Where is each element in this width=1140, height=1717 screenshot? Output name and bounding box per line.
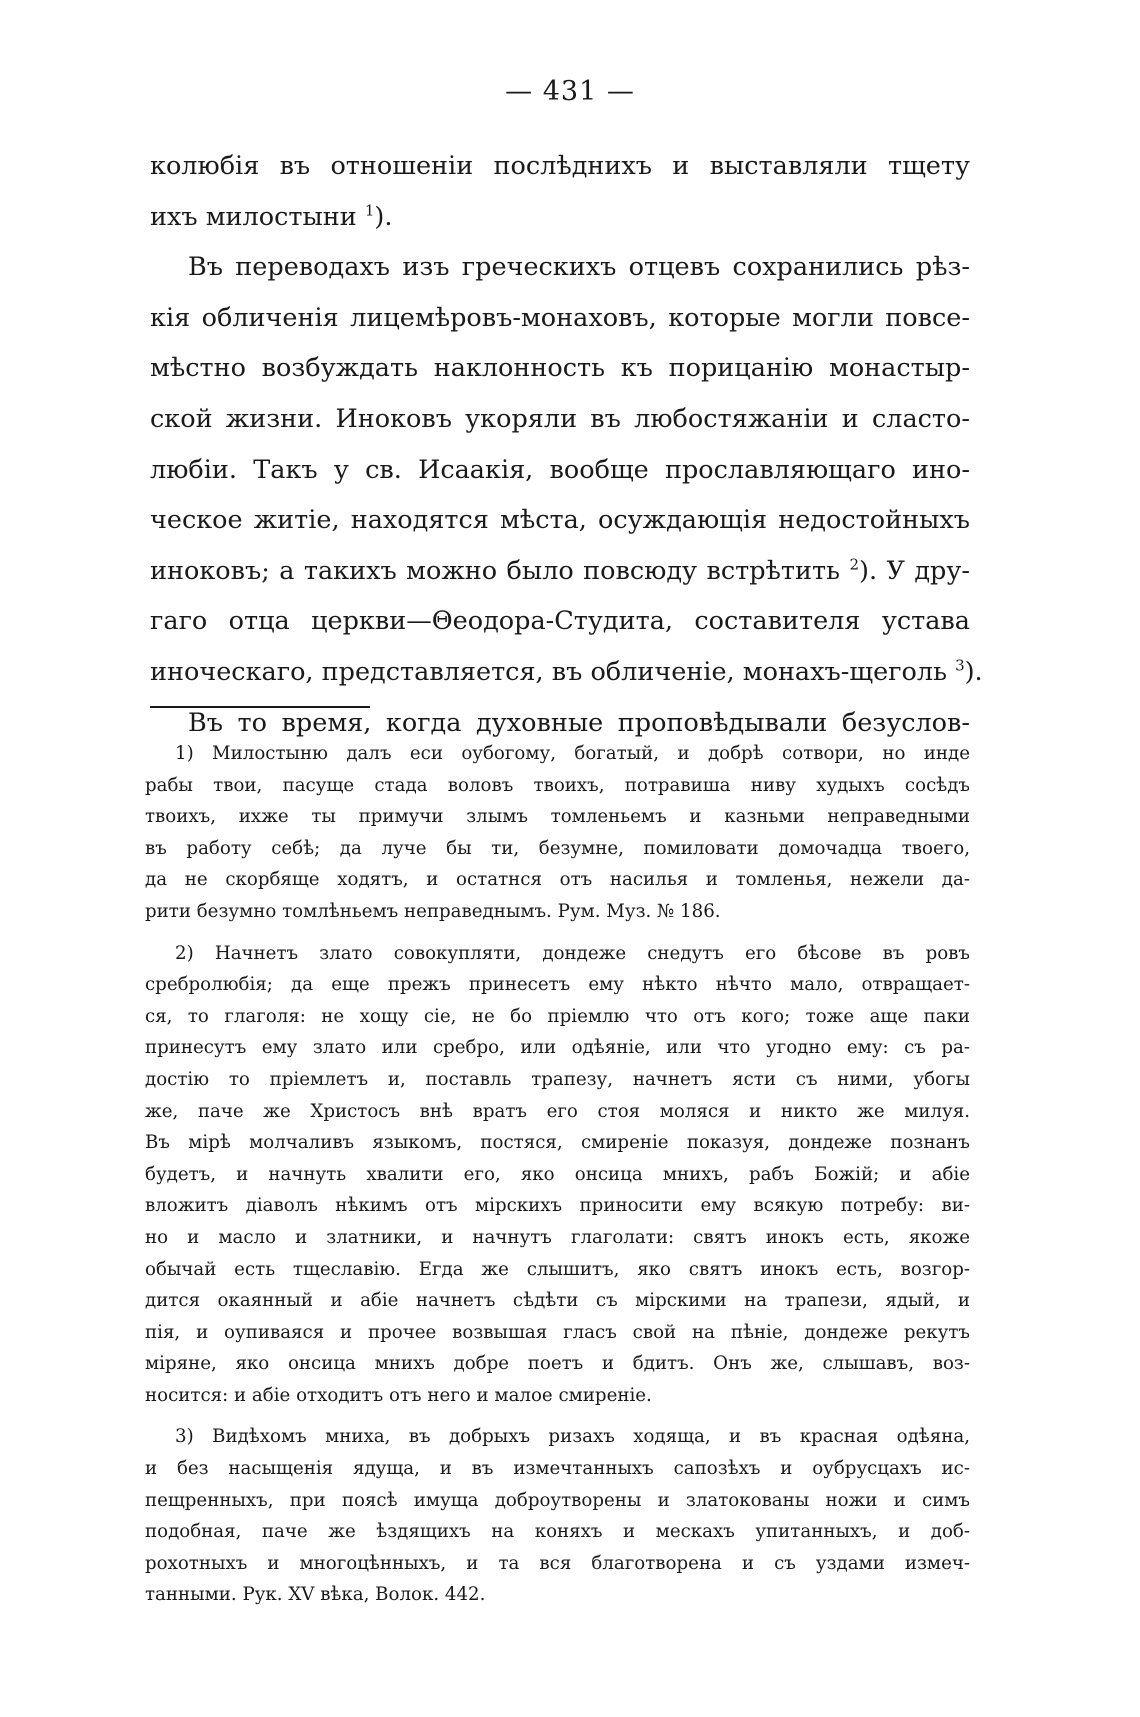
text-line-content: ихъ милостыни xyxy=(150,201,357,232)
footnote-line: сребролюбія; да еще прежъ принесетъ ему нѣкто нѣчто мало, отвращает- xyxy=(145,974,970,996)
footnote-line: но и масло и златники, и начнутъ глаголати: святъ инокъ есть, якоже xyxy=(145,1226,970,1248)
footnote-line-content: Милостыню далъ еси оубогому, богатый, и добрѣ сотвори, но инде xyxy=(212,743,970,764)
footnote-line: рохотныхъ и многоцѣнныхъ, и та вся благотворена и съ уздами измеч- xyxy=(145,1552,970,1574)
footnote-line: носится: и абіе отходитъ отъ него и малое смиреніе. xyxy=(145,1384,652,1406)
footnote-line: міряне, яко онсица мнихъ добре поетъ и бдитъ. Онъ же, слышавъ, воз- xyxy=(145,1353,970,1375)
footnote-line: дится окаянный и абіе начнетъ сѣдѣти съ мірскими на трапези, ядый, и xyxy=(145,1290,970,1312)
text-line: кія обличенія лицемѣровъ-монаховъ, которые могли повсе- xyxy=(150,302,970,333)
text-line: гаго отца церкви—Θеодора-Студита, составителя устава xyxy=(150,606,970,637)
footnote-line: танными. Рук. XV вѣка, Волок. 442. xyxy=(145,1584,486,1606)
footnote-line-content: Видѣхомъ мниха, въ добрыхъ ризахъ ходяща, и въ красная одѣяна, xyxy=(212,1426,970,1448)
footnote-reference: 1 xyxy=(364,201,375,220)
text-line: мѣстно возбуждать наклонность къ порицанію монастыр- xyxy=(150,353,970,384)
footnote-line: твоихъ, ихже ты примучи злымъ томленьемъ и казньми неправедными xyxy=(145,806,970,828)
footnote-marker: 1) xyxy=(175,743,194,764)
footnote-line: вложитъ діаволъ нѣкимъ отъ мірскихъ приносити ему всякую потребу: ви- xyxy=(145,1195,970,1217)
text-line xyxy=(150,546,970,597)
text-line-ending: ). У дру- xyxy=(859,555,970,586)
footnote-line-content: Начнетъ злато совокупляти, дондеже снедутъ его бѣсове въ ровъ xyxy=(214,942,970,964)
footnote-line: подобная, паче же ѣздящихъ на коняхъ и мескахъ упитанныхъ, и доб- xyxy=(145,1521,970,1543)
footnote-marker: 3) xyxy=(175,1426,194,1448)
text-line-ending: ). xyxy=(964,656,983,687)
footnote-line xyxy=(145,1421,970,1453)
footnote-line: рити безумно томлѣньемъ неправеднымъ. Рум. Муз. № 186. xyxy=(145,900,721,922)
footnote-line: пія, и оупиваяся и прочее возвышая гласъ свой на пѣніе, дондеже рекутъ xyxy=(145,1321,970,1343)
text-line-ending: ). xyxy=(374,201,393,232)
text-line-content: иноческаго, представляется, въ обличеніе, монахъ-щеголь xyxy=(150,656,947,687)
footnote-reference: 2 xyxy=(849,555,860,574)
text-line: колюбія въ отношеніи послѣднихъ и выставляли тщету xyxy=(150,151,970,181)
footnote-line: пещренныхъ, при поясѣ имуща доброутворены и златокованы ножи и симъ xyxy=(145,1489,970,1511)
footnote-reference: 3 xyxy=(955,656,965,675)
footnote-line: въ работу себѣ; да луче бы ти, безумне, помиловати домочадца твоего, xyxy=(145,837,970,859)
text-line: Въ переводахъ изъ греческихъ отцевъ сохранились рѣз- xyxy=(188,252,970,283)
footnote-line: достію то пріемлетъ и, поставль трапезу, начнетъ ясти съ ними, убогы xyxy=(145,1068,970,1090)
footnote-line: принесутъ ему злато или сребро, или одѣяніе, или что угодно ему: съ ра- xyxy=(145,1037,970,1059)
footnote-line xyxy=(145,738,970,770)
text-line: ческое житіе, находятся мѣста, осуждающія недостойныхъ xyxy=(150,505,970,536)
footnote-line xyxy=(145,938,970,970)
footnote-line: ся, то глаголя: не хощу сіе, не бо пріемлю что отъ кого; тоже аще паки xyxy=(145,1005,970,1027)
main-text xyxy=(150,141,983,748)
footnote-marker: 2) xyxy=(175,942,194,964)
footnote-line: Въ мірѣ молчаливъ языкомъ, постяся, смиреніе показуя, дондеже познанъ xyxy=(145,1132,970,1154)
footnote-line: и без насыщенія ядуща, и въ измечтанныхъ сапозѣхъ и оубрусцахъ ис- xyxy=(145,1458,970,1480)
footnote-line: да не скорбяще ходятъ, и остатнся отъ насилья и томленья, нежели да- xyxy=(145,869,970,891)
text-line xyxy=(150,192,970,243)
footnote-line: обычай есть тщеславію. Егда же слышитъ, яко святъ инокъ есть, возгор- xyxy=(145,1258,970,1280)
page-number: — 431 — xyxy=(505,76,635,107)
footnote-line: будетъ, и начнуть хвалити его, яко онсица мнихъ, рабъ Божій; и абіе xyxy=(145,1163,970,1185)
text-line xyxy=(150,647,983,698)
footnotes xyxy=(145,738,970,1611)
text-line: любіи. Такъ у св. Исаакія, вообще прославляющаго ино- xyxy=(150,454,970,485)
footnote-line: же, паче же Христосъ внѣ вратъ его стоя моляся и никто же милуя. xyxy=(145,1100,970,1122)
footnote-divider xyxy=(150,706,370,708)
text-line: ской жизни. Иноковъ укоряли въ любостяжаніи и сласто- xyxy=(150,403,970,434)
text-line-content: иноковъ; а такихъ можно было повсюду встрѣтить xyxy=(150,555,841,586)
footnote-line: рабы твои, пасуще стада воловъ твоихъ, потравиша ниву худыхъ сосѣдъ xyxy=(145,774,970,796)
text-line: Въ то время, когда духовные проповѣдывали безуслов- xyxy=(188,707,970,738)
